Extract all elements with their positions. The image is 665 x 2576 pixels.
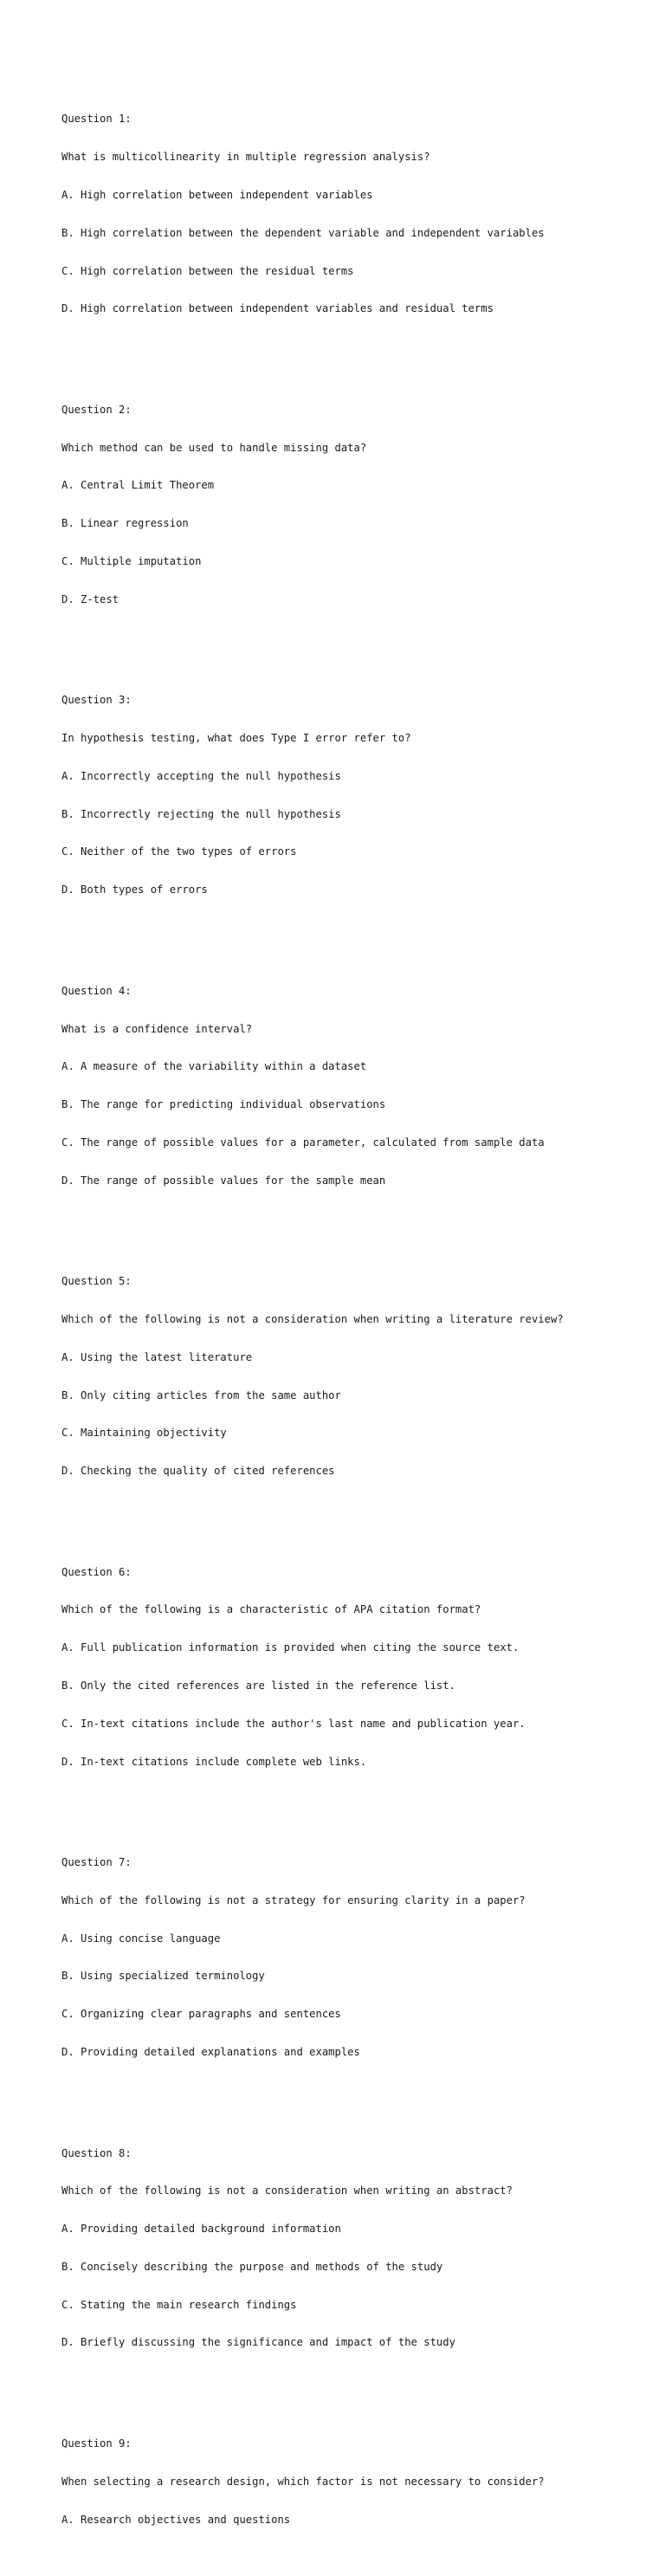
answer-option: A. Full publication information is provided when citing the source text. <box>61 1641 520 1654</box>
answer-option: A. Research objectives and questions <box>61 2513 291 2526</box>
question-heading: Question 5: <box>61 1275 132 1288</box>
answer-option: D. Both types of errors <box>61 883 208 896</box>
answer-option: C. High correlation between the residual terms <box>61 264 354 277</box>
question-block <box>61 1250 659 1503</box>
answer-option: C. Multiple imputation <box>61 554 202 567</box>
answer-option: D. Briefly discussing the significance and impact of the study <box>61 2336 455 2349</box>
question-text: Which of the following is not a consideration when writing an abstract? <box>61 2184 513 2197</box>
answer-option: D. High correlation between independent variables and residual terms <box>61 302 494 315</box>
answer-option: B. Using specialized terminology <box>61 1970 265 1983</box>
question-block <box>61 1831 659 2084</box>
question-block <box>61 2412 659 2552</box>
answer-option: B. Linear regression <box>61 517 189 530</box>
question-block <box>61 669 659 922</box>
question-heading: Question 3: <box>61 694 132 707</box>
answer-option: C. The range of possible values for a parameter, calculated from sample data <box>61 1136 545 1149</box>
answer-option: A. Incorrectly accepting the null hypothesis <box>61 769 341 782</box>
question-heading: Question 6: <box>61 1565 132 1578</box>
question-block <box>61 87 659 340</box>
question-text: What is multicollinearity in multiple regression analysis? <box>61 151 430 164</box>
question-text: Which of the following is not a consideration when writing a literature review? <box>61 1312 564 1325</box>
document-body <box>61 62 659 2576</box>
question-heading: Question 1: <box>61 113 132 126</box>
answer-option: C. Stating the main research findings <box>61 2298 297 2311</box>
answer-option: B. Only the cited references are listed in the reference list. <box>61 1679 455 1692</box>
answer-option: A. Central Limit Theorem <box>61 479 215 492</box>
question-text: Which of the following is a characteristic of APA citation format? <box>61 1603 481 1616</box>
answer-option: D. Z-test <box>61 592 119 605</box>
question-heading: Question 4: <box>61 984 132 997</box>
answer-option: C. Neither of the two types of errors <box>61 845 297 858</box>
answer-option: D. Checking the quality of cited references <box>61 1465 335 1478</box>
answer-option: A. High correlation between independent variables <box>61 188 373 201</box>
question-block <box>61 960 659 1213</box>
question-heading: Question 2: <box>61 403 132 416</box>
answer-option: D. The range of possible values for the sample mean <box>61 1174 386 1187</box>
question-block <box>61 379 659 631</box>
answer-option: D. In-text citations include complete web links. <box>61 1755 367 1768</box>
answer-option: C. Organizing clear paragraphs and sentences <box>61 2008 341 2021</box>
answer-option: A. Using the latest literature <box>61 1350 253 1363</box>
question-text: When selecting a research design, which factor is not necessary to consider? <box>61 2475 545 2488</box>
answer-option: B. Concisely describing the purpose and methods of the study <box>61 2260 443 2273</box>
answer-option: A. Using concise language <box>61 1932 221 1945</box>
answer-option: D. Providing detailed explanations and examples <box>61 2046 360 2058</box>
question-block <box>61 1540 659 1793</box>
question-heading: Question 7: <box>61 1856 132 1869</box>
question-block <box>61 2121 659 2374</box>
question-text: In hypothesis testing, what does Type I error refer to? <box>61 732 411 745</box>
answer-option: B. The range for predicting individual observations <box>61 1098 386 1111</box>
question-heading: Question 9: <box>61 2437 132 2450</box>
answer-option: C. In-text citations include the author's last name and publication year. <box>61 1717 526 1730</box>
answer-option: A. Providing detailed background information <box>61 2223 341 2236</box>
answer-option: B. Incorrectly rejecting the null hypothesis <box>61 807 341 820</box>
answer-option: C. Maintaining objectivity <box>61 1427 227 1440</box>
answer-option: B. Only citing articles from the same author <box>61 1388 341 1401</box>
question-text: Which of the following is not a strategy for ensuring clarity in a paper? <box>61 1893 526 1906</box>
question-text: What is a confidence interval? <box>61 1022 253 1035</box>
answer-option: B. High correlation between the dependent variable and independent variables <box>61 226 545 239</box>
question-heading: Question 8: <box>61 2146 132 2159</box>
answer-option: A. A measure of the variability within a dataset <box>61 1060 367 1073</box>
question-text: Which method can be used to handle missing data? <box>61 441 367 454</box>
